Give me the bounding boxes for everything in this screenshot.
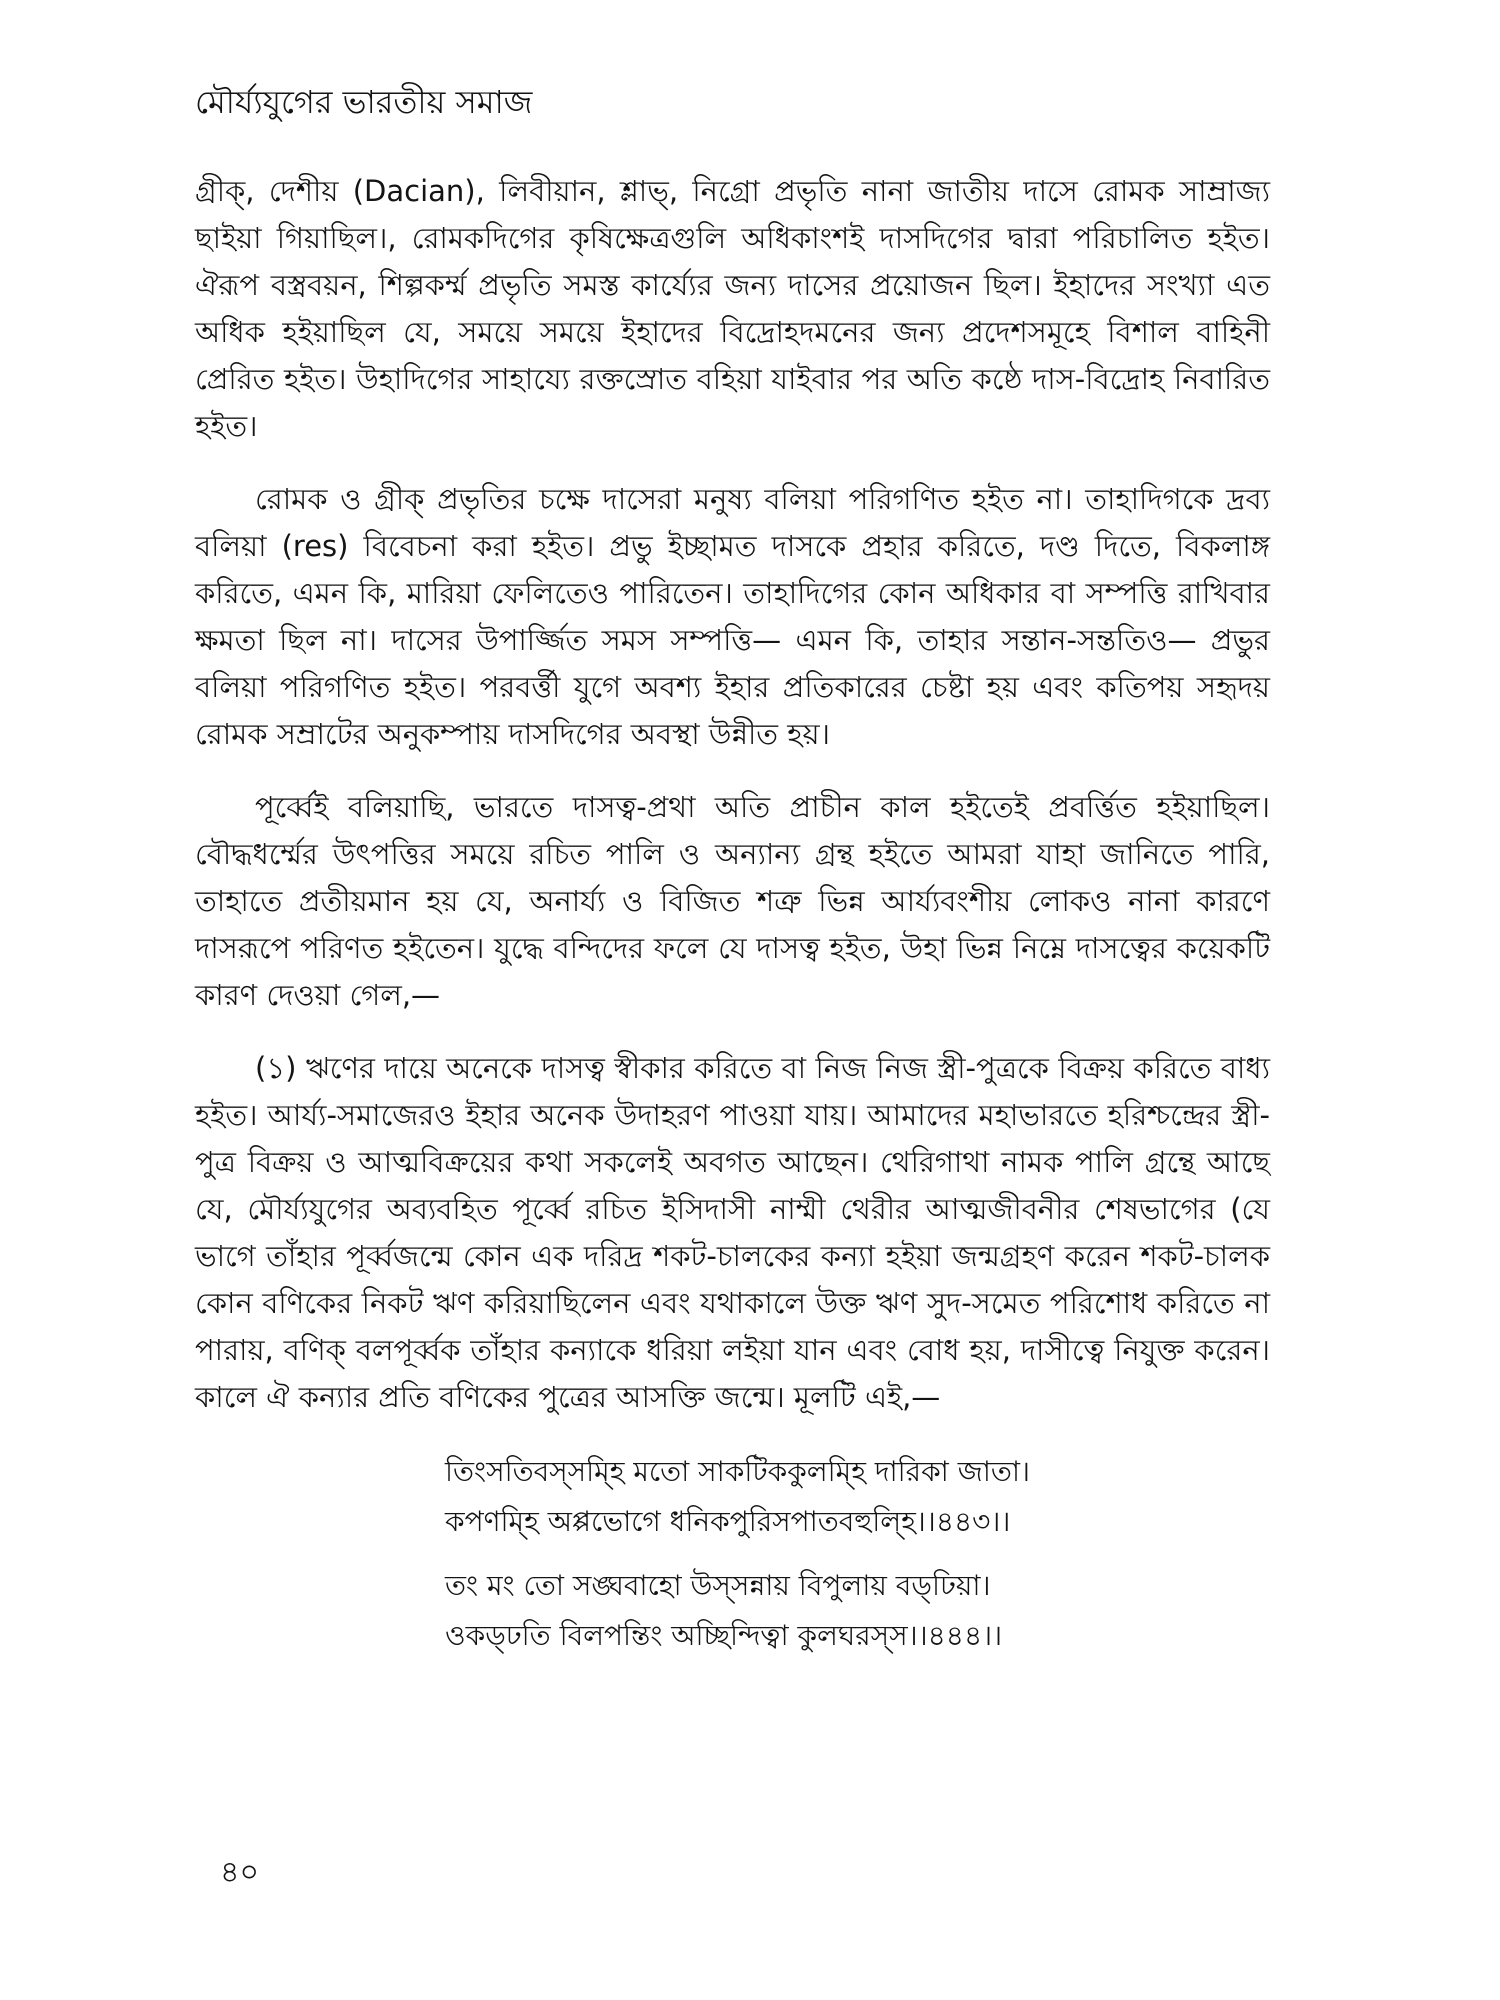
verse-block	[445, 1447, 1270, 1661]
paragraph-3: পূর্ব্বেই বলিয়াছি, ভারতে দাসত্ব-প্রথা অতি প্রাচীন কাল হইতেই প্রবর্ত্তিত হইয়াছিল। বৌদ্ধধর্ম্মের উৎপত্তির সময়ে রচিত পালি ও অন্যান্য গ্রন্থ হইতে আমরা যাহা জানিতে পারি, তাহাতে প্রতীয়মান হয় যে, অনার্য্য ও বিজিত শত্রু ভিন্ন আর্য্যবংশীয় লোকও নানা কারণে দাসরূপে পরিণত হইতেন। যুদ্ধে বন্দিদের ফলে যে দাসত্ব হইত, উহা ভিন্ন নিম্নে দাসত্বের কয়েকটি কারণ দেওয়া গেল,—	[195, 790, 1270, 1012]
verse-line: ওকড্‌ঢতি বিলপন্তিং অচ্ছিন্দিত্বা কুলঘরস্স।।৪৪৪।।	[445, 1619, 1003, 1652]
paragraph-1: গ্রীক্, দেশীয় (Dacian), লিবীয়ান, শ্লাভ্, নিগ্রো প্রভৃতি নানা জাতীয় দাসে রোমক সাম্রাজ্য ছাইয়া গিয়াছিল।, রোমকদিগের কৃষিক্ষেত্রগুলি অধিকাংশই দাসদিগের দ্বারা পরিচালিত হইত। ঐরূপ বস্ত্রবয়ন, শিল্পকর্ম্ম প্রভৃতি সমস্ত কার্য্যের জন্য দাসের প্রয়োজন ছিল। ইহাদের সংখ্যা এত অধিক হইয়াছিল যে, সময়ে সময়ে ইহাদের বিদ্রোহদমনের জন্য প্রদেশসমূহে বিশাল বাহিনী প্রেরিত হইত। উহাদিগের সাহায্যে রক্তস্রোত বহিয়া যাইবার পর অতি কষ্ঠে দাস-বিদ্রোহ নিবারিত হইত।	[195, 174, 1270, 443]
verse-stanza-444	[445, 1561, 1270, 1661]
verse-line: কপণম্হি অপ্পভোগে ধনিকপুরিসপাতবহুল্হি।।৪৪৩।।	[445, 1505, 1011, 1538]
verse-line: তং মং তো সঙ্ঘবাহো উস্সন্নায় বিপুলায় বড্‌ঢিয়া।	[445, 1569, 991, 1602]
paragraph-4: (১) ঋণের দায়ে অনেকে দাসত্ব স্বীকার করিতে বা নিজ নিজ স্ত্রী-পুত্রকে বিক্রয় করিতে বাধ্য হইত। আর্য্য-সমাজেরও ইহার অনেক উদাহরণ পাওয়া যায়। আমাদের মহাভারতে হরিশ্চন্দ্রের স্ত্রী-পুত্র বিক্রয় ও আত্মবিক্রয়ের কথা সকলেই অবগত আছেন। থেরিগাথা নামক পালি গ্রন্থে আছে যে, মৌর্য্যযুগের অব্যবহিত পূর্ব্বে রচিত ইসিদাসী নাম্মী থেরীর আত্মজীবনীর শেষভাগের (যে ভাগে তাঁহার পূর্ব্বজন্মে কোন এক দরিদ্র শকট-চালকের কন্যা হইয়া জন্মগ্রহণ করেন শকট-চালক কোন বণিকের নিকট ঋণ করিয়াছিলেন এবং যথাকালে উক্ত ঋণ সুদ-সমেত পরিশোধ করিতে না পারায়, বণিক্ বলপূর্ব্বক তাঁহার কন্যাকে ধরিয়া লইয়া যান এবং বোধ হয়, দাসীত্বে নিযুক্ত করেন। কালে ঐ কন্যার প্রতি বণিকের পুত্রের আসক্তি জন্মে। মূলটি এই,—	[195, 1051, 1270, 1414]
body-text	[195, 168, 1270, 1675]
running-header: মৌর্য্যযুগের ভারতীয় সমাজ	[195, 83, 533, 121]
verse-stanza-443	[445, 1447, 1270, 1547]
paragraph-2: রোমক ও গ্রীক্ প্রভৃতির চক্ষে দাসেরা মনুষ্য বলিয়া পরিগণিত হইত না। তাহাদিগকে দ্রব্য বলিয়া (res) বিবেচনা করা হইত। প্রভু ইচ্ছামত দাসকে প্রহার করিতে, দণ্ড দিতে, বিকলাঙ্গ করিতে, এমন কি, মারিয়া ফেলিতেও পারিতেন। তাহাদিগের কোন অধিকার বা সম্পত্তি রাখিবার ক্ষমতা ছিল না। দাসের উপার্জ্জিত সমস সম্পত্তি— এমন কি, তাহার সন্তান-সন্ততিও— প্রভুর বলিয়া পরিগণিত হইত। পরবর্ত্তী যুগে অবশ্য ইহার প্রতিকারের চেষ্টা হয় এবং কতিপয় সহৃদয় রোমক সম্রাটের অনুকম্পায় দাসদিগের অবস্থা উন্নীত হয়।	[195, 482, 1270, 751]
verse-line: তিংসতিবস্সম্হি মতো সাকটিককুলম্হি দারিকা জাতা।	[445, 1455, 1031, 1488]
page-number: ৪০	[220, 1855, 259, 1890]
